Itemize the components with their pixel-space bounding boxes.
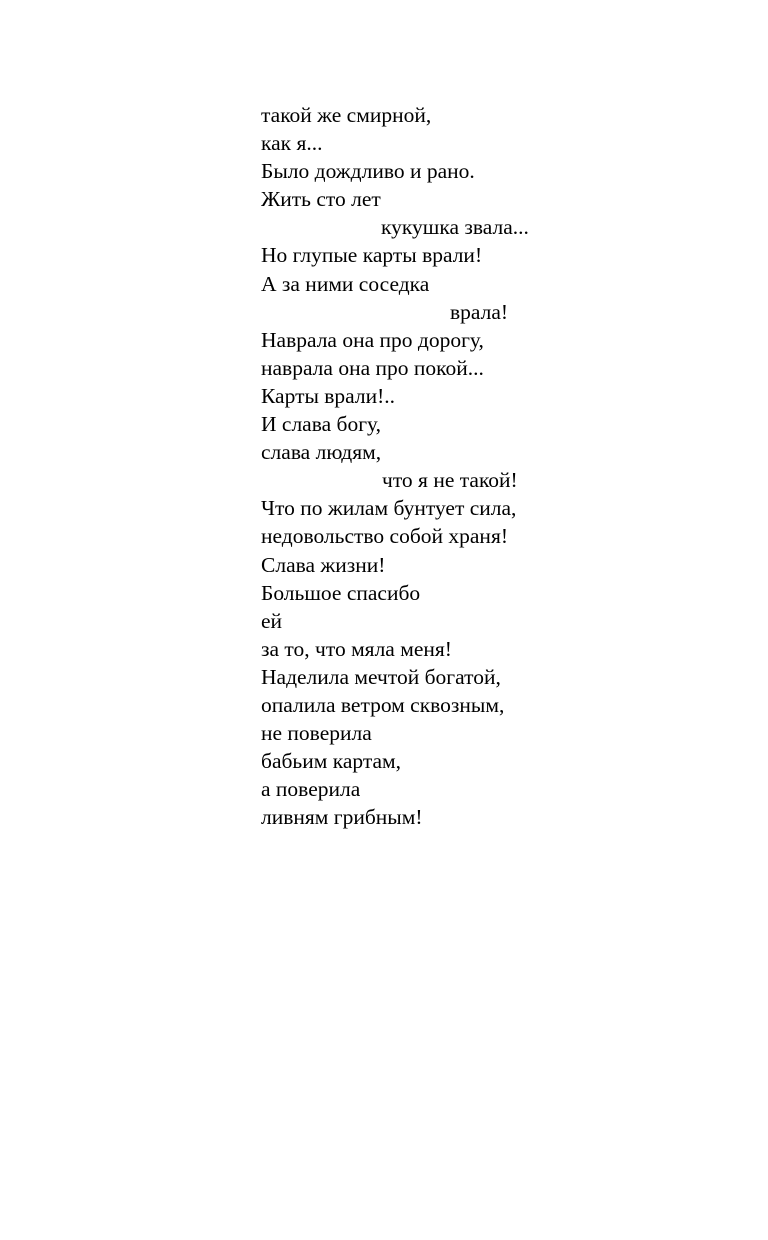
poem-line: как я...: [261, 131, 323, 156]
poem-line: за то, что мяла меня!: [261, 636, 452, 661]
poem-line: такой же смирной,: [261, 103, 432, 127]
poem-line: слава людям,: [261, 440, 382, 465]
poem-line: Жить сто лет: [261, 187, 381, 212]
poem-line: Наделила мечтой богатой,: [261, 664, 501, 689]
poem-line: что я не такой!: [382, 468, 518, 493]
poem-line: ливням грибным!: [261, 805, 423, 830]
poem-line: не поверила: [261, 721, 372, 746]
poem-line: И слава богу,: [261, 412, 381, 437]
poem-line: Что по жилам бунтует сила,: [261, 496, 517, 521]
poem-line: а поверила: [261, 777, 361, 802]
poem-line: Карты врали!..: [261, 383, 396, 408]
poem-line: опалила ветром сквозным,: [261, 692, 505, 717]
poem-line: Слава жизни!: [261, 552, 386, 577]
poem-line: Наврала она про дорогу,: [261, 327, 484, 352]
poem-line: наврала она про покой...: [261, 355, 484, 380]
poem-line: врала!: [450, 299, 509, 324]
poem-line: бабьим картам,: [261, 749, 402, 774]
poem-line: Было дождливо и рано.: [261, 159, 475, 184]
poem-line: А за ними соседка: [261, 271, 430, 296]
poem-line: недовольство собой храня!: [261, 524, 508, 549]
poem-line: ей: [261, 608, 283, 633]
poem-text: [261, 101, 681, 831]
poem-line: кукушка звала...: [381, 215, 529, 240]
poem-line: Но глупые карты врали!: [261, 243, 483, 268]
poem-line: Большое спасибо: [261, 580, 421, 605]
